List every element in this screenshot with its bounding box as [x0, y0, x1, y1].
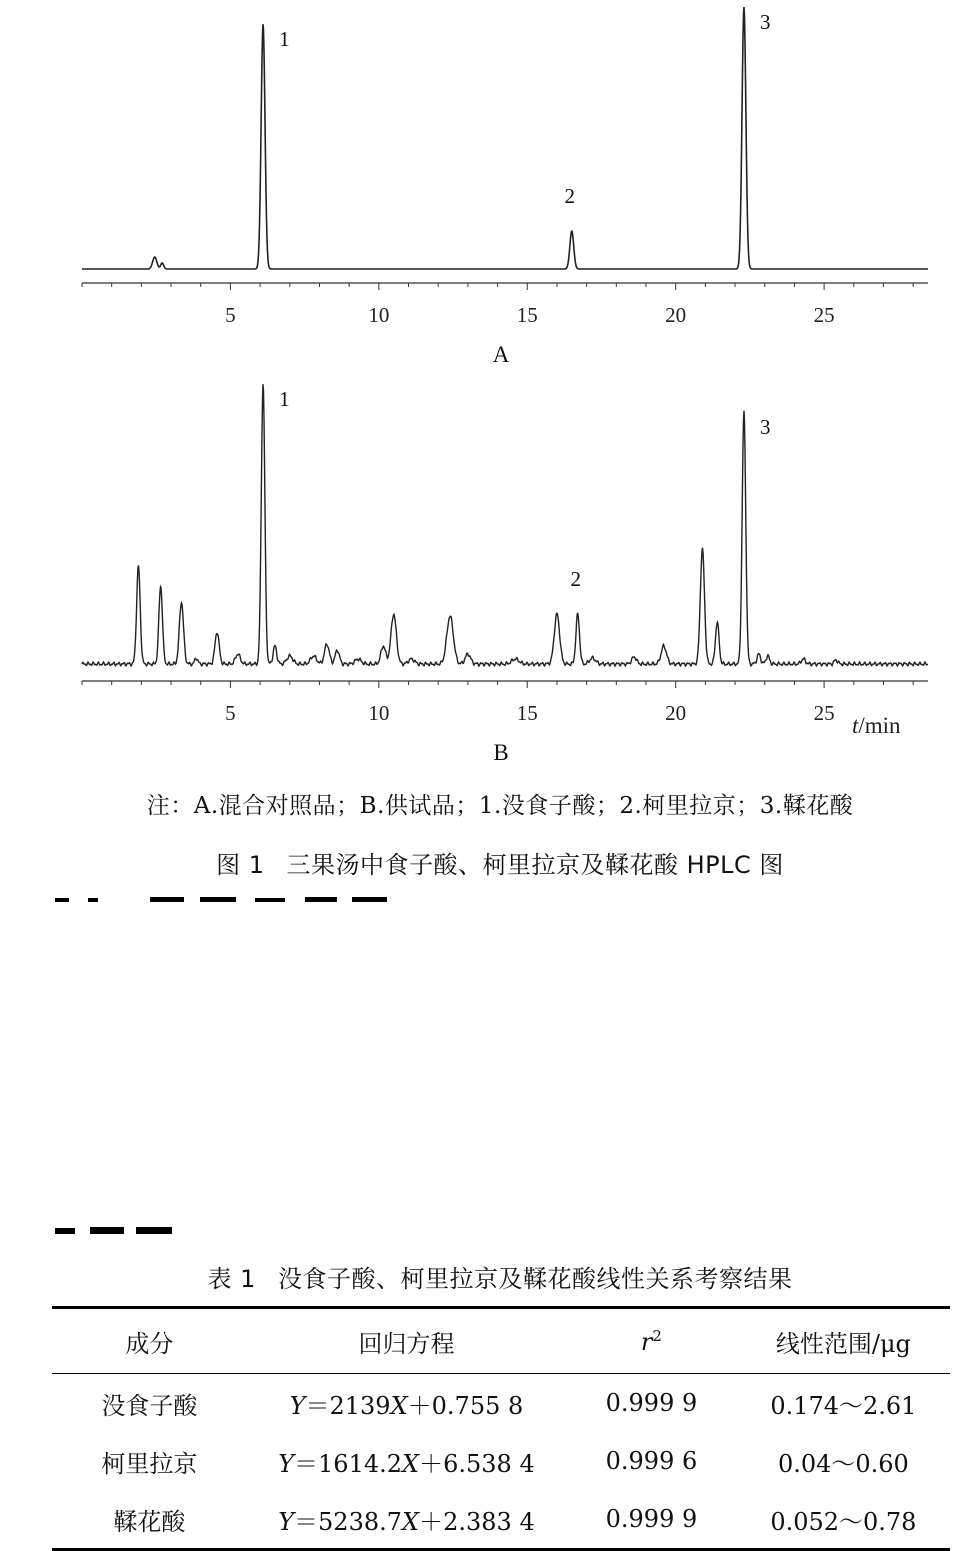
- x-tick-label: 10: [368, 701, 390, 725]
- cell-component: 柯里拉京: [101, 1449, 198, 1478]
- x-tick-label: 5: [225, 701, 236, 725]
- eq-x: X: [402, 1507, 420, 1536]
- cell-r2: 0.999 6: [605, 1447, 698, 1475]
- cell-r2: 0.999 9: [566, 1490, 737, 1550]
- eq-y: Y: [278, 1507, 295, 1536]
- x-tick-label: 5: [225, 303, 236, 327]
- eq-y: Y: [289, 1391, 306, 1420]
- peak-label: 2: [564, 184, 576, 208]
- header-range: 线性范围/μg: [737, 1308, 950, 1374]
- cell-equation: [247, 1374, 566, 1433]
- cell-range: 0.174～2.61: [770, 1391, 917, 1420]
- peak-labels: [279, 387, 770, 591]
- eq-x: X: [390, 1391, 408, 1420]
- header-r-base: r: [640, 1327, 653, 1356]
- x-tick-label: 15: [516, 303, 538, 327]
- cell-range: 0.04～0.60: [777, 1449, 909, 1478]
- table-row: [52, 1490, 950, 1550]
- x-tick-label: 20: [665, 303, 687, 327]
- x-tick-label: 10: [368, 303, 390, 327]
- eq-end: ＋0.755 8: [407, 1391, 524, 1420]
- chromatogram-b: [0, 370, 966, 740]
- eq-y: Y: [278, 1449, 295, 1478]
- figure-caption: [0, 845, 966, 880]
- table-row: [52, 1432, 950, 1490]
- header-equation: 回归方程: [247, 1308, 566, 1374]
- x-tick-label: 25: [813, 303, 835, 327]
- figure-caption-text: 三果汤中食子酸、柯里拉京及鞣花酸 HPLC 图: [286, 851, 784, 879]
- cell-equation: [247, 1432, 566, 1490]
- linearity-table: [52, 1306, 950, 1551]
- x-axis-title: [852, 713, 901, 738]
- trace-line: [82, 7, 928, 269]
- x-axis: [82, 681, 928, 725]
- chromatogram-a: [0, 0, 966, 340]
- header-r-sup: 2: [652, 1326, 662, 1345]
- peak-label: 2: [570, 567, 581, 591]
- cell-r2: 0.999 9: [605, 1389, 698, 1417]
- table-caption: [0, 1259, 966, 1294]
- peak-label: 3: [759, 415, 771, 439]
- trace-line: [82, 384, 928, 666]
- figure-note: 注：A.混合对照品；B.供试品；1.没食子酸；2.柯里拉京；3.鞣花酸: [146, 793, 854, 819]
- cell-component: 没食子酸: [101, 1391, 198, 1420]
- cell-equation: [247, 1490, 566, 1550]
- table-header-row: [52, 1308, 950, 1374]
- peak-label: 1: [279, 27, 290, 51]
- table-caption-text: 没食子酸、柯里拉京及鞣花酸线性关系考察结果: [277, 1265, 793, 1293]
- panel-a-label: A: [492, 342, 510, 367]
- peak-labels: [279, 10, 770, 208]
- eq-mid: ＝1614.2: [294, 1449, 403, 1478]
- cell-range: 0.052～0.78: [737, 1490, 950, 1550]
- panel-b-label: B: [493, 740, 509, 765]
- figure-caption-number: 图 1: [216, 851, 265, 879]
- eq-x: X: [402, 1449, 420, 1478]
- x-tick-label: 25: [813, 701, 835, 725]
- table-row: [52, 1374, 950, 1433]
- header-r2: [566, 1308, 737, 1374]
- x-tick-label: 15: [516, 701, 538, 725]
- x-axis-title-italic: t: [852, 713, 859, 738]
- eq-mid: ＝2139: [305, 1391, 391, 1420]
- header-component: 成分: [52, 1308, 247, 1374]
- peak-label: 3: [759, 10, 771, 34]
- table-caption-number: 表 1: [207, 1265, 256, 1293]
- eq-end: ＋2.383 4: [419, 1507, 535, 1536]
- eq-mid: ＝5238.7: [294, 1507, 403, 1536]
- cell-component: 鞣花酸: [52, 1490, 247, 1550]
- x-tick-label: 20: [665, 701, 687, 725]
- peak-label: 1: [279, 387, 290, 411]
- x-axis-title-unit: /min: [858, 713, 901, 738]
- x-axis: [82, 283, 928, 327]
- eq-end: ＋6.538 4: [419, 1449, 535, 1478]
